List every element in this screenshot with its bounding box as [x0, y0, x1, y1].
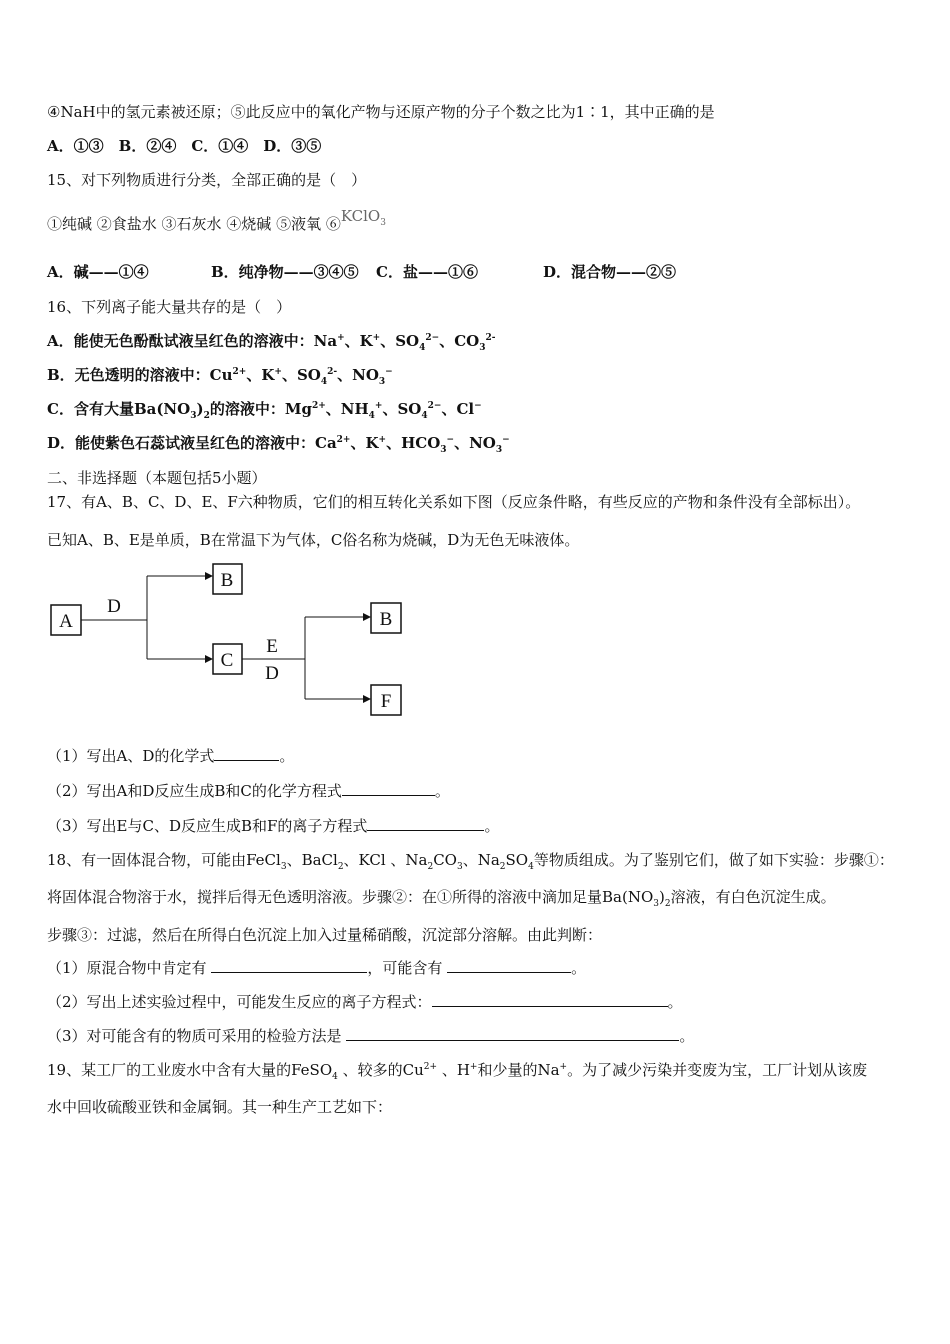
q16-option-a: A．能使无色酚酞试液呈红色的溶液中：Na+、K+、$SO_4^{2-}$、$CO_3^{2-}$ — [47, 332, 496, 353]
q14-options: A．①③ B．②④ C．①④ D．③⑤ — [47, 137, 322, 155]
reaction-diagram — [40, 555, 420, 730]
q18-part-2: （2）写出上述实验过程中，可能发生反应的离子方程式： 。 — [47, 993, 683, 1011]
q15-option-d: D．混合物——②⑤ — [543, 263, 677, 281]
box-a-label: A — [59, 611, 73, 632]
q15-option-a: A．碱——①④ — [47, 263, 149, 281]
answer-blank[interactable] — [447, 958, 571, 973]
q16-option-b: B．无色透明的溶液中：$Cu^{2+}$、K+、$SO_4^{2-}$、$NO_3^-$ — [47, 366, 393, 387]
box-b-right-label: B — [379, 609, 393, 630]
q17-part-2: （2）写出A和D反应生成B和C的化学方程式 。 — [47, 782, 450, 800]
answer-blank[interactable] — [346, 1026, 679, 1041]
q17-intro-2: 已知A、B、E是单质，B在常温下为气体，C俗名称为烧碱，D为无色无味液体。 — [47, 531, 580, 549]
box-c-label: C — [220, 650, 234, 671]
arrow-label-e: E — [266, 636, 278, 657]
q16-question: 16、下列离子能大量共存的是（ ） — [47, 298, 292, 316]
q15-items — [47, 207, 386, 234]
q18-part-3: （3）对可能含有的物质可采用的检验方法是 。 — [47, 1027, 695, 1045]
q16-option-d: D．能使紫色石蕊试液呈红色的溶液中：$Ca^{2+}$、K+、$HCO_3^-$、$NO_3^-$ — [47, 434, 510, 455]
box-b-top-label: B — [220, 570, 234, 591]
q17-part-3: （3）写出E与C、D反应生成B和F的离子方程式 。 — [47, 817, 500, 835]
q19-line-1: 19、某工厂的工业废水中含有大量的FeSO$_4$ 、较多的$Cu^{2+}$ 、H+和少量的Na+。为了减少污染并变废为宝，工厂计划从该废 — [47, 1061, 868, 1082]
arrow-label-d2: D — [265, 663, 279, 684]
q18-line-3: 步骤③：过滤，然后在所得白色沉淀上加入过量稀硝酸，沉淀部分溶解。由此判断： — [47, 926, 603, 944]
q16-option-c: C．含有大量$Ba(NO_3)_2$的溶液中：$Mg^{2+}$、$NH_4^+$、$SO_4^{2-}$、Cl− — [47, 400, 482, 421]
q15-option-b: B．纯净物——③④⑤ — [211, 263, 359, 281]
q18-part-1: （1）原混合物中肯定有 ，可能含有 。 — [47, 959, 587, 977]
answer-blank[interactable] — [214, 746, 279, 761]
box-f-label: F — [380, 691, 392, 712]
answer-blank[interactable] — [432, 992, 668, 1007]
q18-line-1: 18、有一固体混合物，可能由FeCl$_3$、BaCl$_2$、KCl 、$Na_2CO_3$、$Na_2SO_4$等物质组成。为了鉴别它们，做了如下实验：步骤①： — [47, 851, 894, 872]
q18-line-2: 将固体混合物溶于水，搅拌后得无色透明溶液。步骤②：在①所得的溶液中滴加足量$Ba(NO_3)_2$溶液，有白色沉淀生成。 — [47, 888, 836, 909]
answer-blank[interactable] — [211, 958, 367, 973]
q15-items-text: ①纯碱 ②食盐水 ③石灰水 ④烧碱 ⑤液氧 ⑥ — [47, 215, 341, 233]
q17-part-1: （1）写出A、D的化学式 。 — [47, 747, 295, 765]
kclo3-formula: KClO$_3$ — [340, 207, 386, 228]
q15-question: 15、对下列物质进行分类，全部正确的是（ ） — [47, 171, 367, 189]
answer-blank[interactable] — [342, 781, 435, 796]
answer-blank[interactable] — [367, 816, 484, 831]
q17-intro-1: 17、有A、B、C、D、E、F六种物质，它们的相互转化关系如下图（反应条件略，有些反应的产物和条件没有全部标出）。 — [47, 493, 861, 511]
q15-option-c: C．盐——①⑥ — [376, 263, 478, 281]
arrow-label-d: D — [107, 596, 121, 617]
q14-statement: ④NaH中的氢元素被还原；⑤此反应中的氧化产物与还原产物的分子个数之比为1∶1，其中正确的是 — [47, 103, 715, 121]
q19-line-2: 水中回收硫酸亚铁和金属铜。其一种生产工艺如下： — [47, 1098, 393, 1116]
section-heading: 二、非选择题（本题包括5小题） — [47, 469, 267, 487]
